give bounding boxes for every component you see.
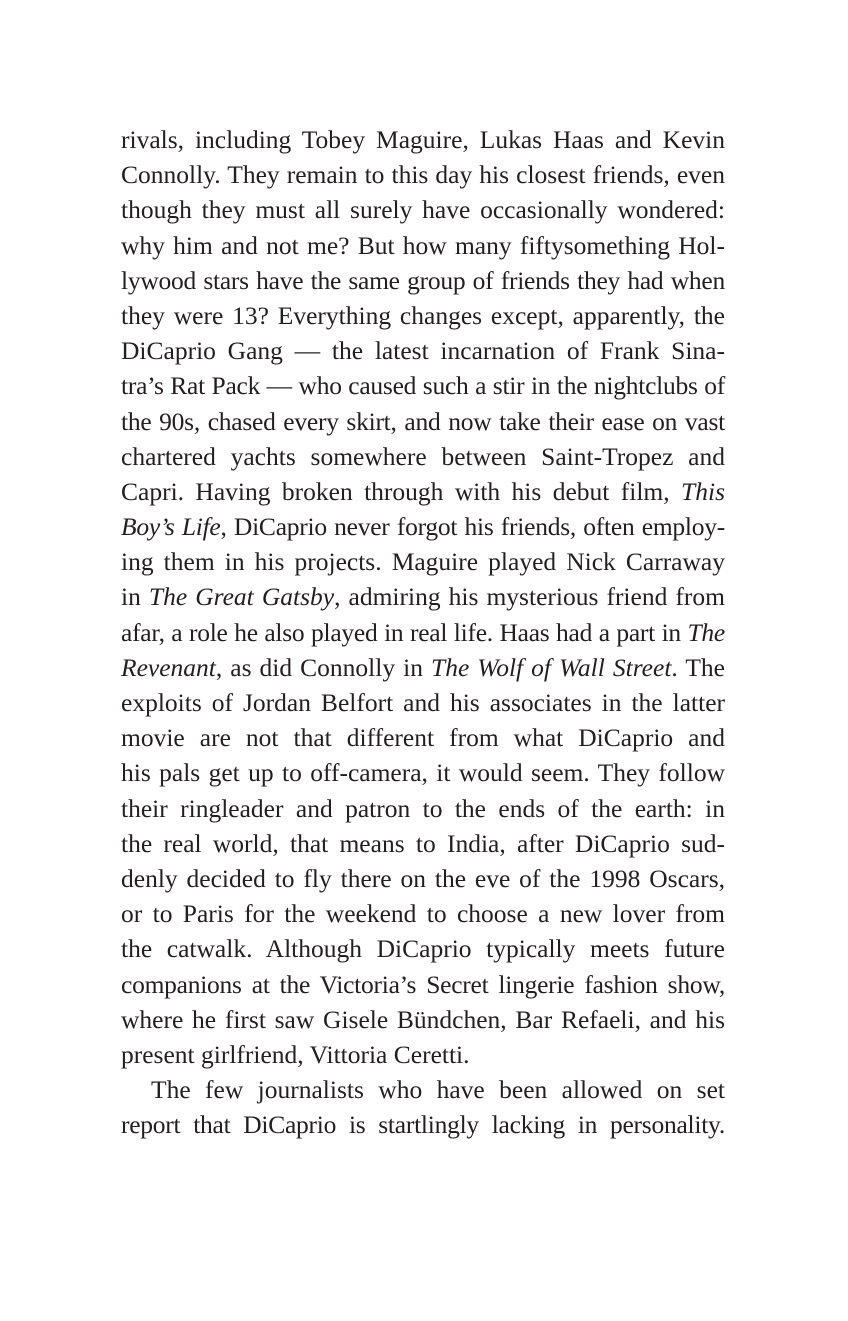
- text-line: [121, 509, 725, 544]
- text-span: denly decided to fly there on the eve of the 1998 Oscars,: [121, 863, 725, 893]
- text-span: or to Paris for the weekend to choose a new lover from: [121, 899, 725, 929]
- text-span: tra’s Rat Pack — who caused such a stir in the nightclubs of: [121, 371, 725, 401]
- text-line: [121, 896, 725, 931]
- text-span: , admiring his mysterious friend from: [334, 582, 725, 612]
- text-line: [121, 720, 725, 755]
- film-title: The: [687, 617, 725, 647]
- text-line: [121, 650, 725, 685]
- text-span: report that DiCaprio is startlingly lacking in personality.: [121, 1110, 725, 1140]
- text-line: [121, 157, 725, 192]
- text-span: Capri. Having broken through with his debut film,: [121, 476, 682, 506]
- text-span: Connolly. They remain to this day his closest friends, even: [121, 160, 725, 190]
- text-line: [121, 861, 725, 896]
- text-line: [121, 404, 725, 439]
- text-span: rivals, including Tobey Maguire, Lukas Haas and Kevin: [121, 125, 725, 154]
- text-line: [121, 298, 725, 333]
- text-line: [121, 1002, 725, 1037]
- text-span: his pals get up to off-camera, it would seem. They follow: [121, 758, 725, 788]
- text-span: why him and not me? But how many fiftysomething Hol-: [121, 230, 725, 260]
- text-line: [121, 791, 725, 826]
- text-line: [121, 474, 725, 509]
- text-span: lywood stars have the same group of friends they had when: [121, 265, 725, 295]
- text-line: [121, 263, 725, 298]
- text-line: [121, 685, 725, 720]
- text-line: [121, 368, 725, 403]
- text-line: [121, 544, 725, 579]
- text-line: [121, 333, 725, 368]
- film-title: Revenant: [121, 652, 216, 682]
- text-line: [121, 826, 725, 861]
- text-span: . The: [671, 652, 725, 682]
- text-line: [121, 615, 725, 650]
- text-span: where he first saw Gisele Bündchen, Bar Refaeli, and his: [121, 1004, 725, 1034]
- text-span: the catwalk. Although DiCaprio typically meets future: [121, 934, 725, 964]
- text-line: [121, 931, 725, 966]
- text-line: [121, 967, 725, 1002]
- text-span: they were 13? Everything changes except, apparently, the: [121, 300, 725, 330]
- text-span: companions at the Victoria’s Secret lingerie fashion show,: [121, 969, 725, 999]
- film-title: This: [681, 476, 725, 506]
- text-line: [121, 579, 725, 614]
- text-span: in: [121, 582, 149, 612]
- text-span: The few journalists who have been allowed on set: [151, 1075, 725, 1105]
- text-span: their ringleader and patron to the ends of the earth: in: [121, 793, 725, 823]
- text-span: , DiCaprio never forgot his friends, often employ-: [220, 512, 725, 542]
- film-title: The Great Gatsby: [148, 582, 335, 612]
- body-text: [121, 122, 725, 1142]
- text-span: movie are not that different from what DiCaprio and: [121, 723, 725, 753]
- text-line: [121, 122, 725, 157]
- text-line: [121, 1107, 725, 1142]
- text-line: [121, 439, 725, 474]
- text-span: ing them in his projects. Maguire played Nick Carraway: [121, 547, 725, 577]
- text-span: afar, a role he also played in real life. Haas had a part in: [121, 617, 688, 647]
- text-span: DiCaprio Gang — the latest incarnation of Frank Sina-: [121, 336, 725, 366]
- text-span: the real world, that means to India, after DiCaprio sud-: [121, 828, 725, 858]
- text-line: [121, 1037, 725, 1072]
- text-span: chartered yachts somewhere between Saint-Tropez and: [121, 441, 725, 471]
- text-span: exploits of Jordan Belfort and his associates in the latter: [121, 688, 725, 717]
- text-line: [121, 228, 725, 263]
- text-line: [121, 1072, 725, 1107]
- text-span: , as did Connolly in: [215, 652, 432, 682]
- text-line: [121, 755, 725, 790]
- text-span: though they must all surely have occasionally wondered:: [121, 195, 725, 225]
- text-span: present girlfriend, Vittoria Ceretti.: [121, 1039, 470, 1069]
- text-line: [121, 192, 725, 227]
- film-title: Boy’s Life: [121, 512, 221, 542]
- film-title: The Wolf of Wall Street: [431, 652, 672, 682]
- text-span: the 90s, chased every skirt, and now take their ease on vast: [121, 406, 725, 436]
